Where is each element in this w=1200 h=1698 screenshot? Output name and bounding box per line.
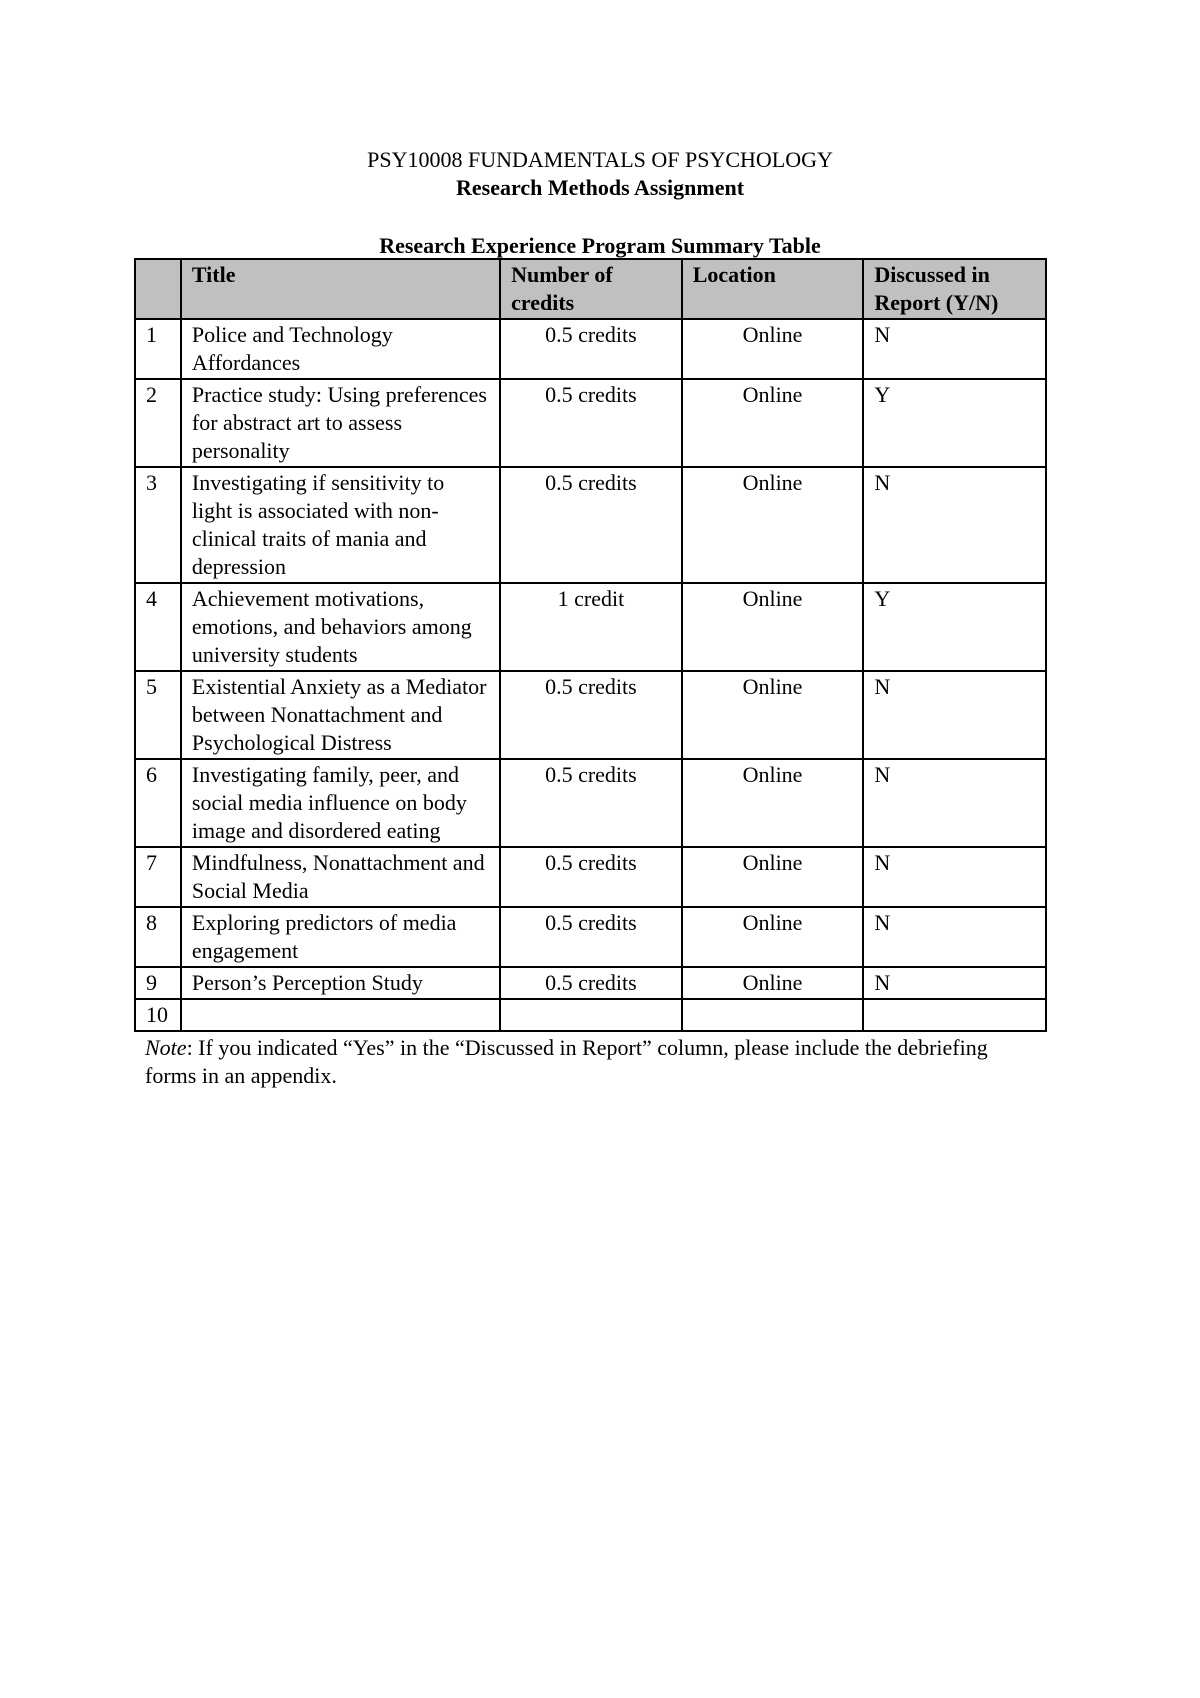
study-credits: 0.5 credits (500, 759, 682, 847)
table-row (135, 671, 1046, 759)
row-number: 7 (135, 847, 181, 907)
study-discussed: Y (863, 379, 1046, 467)
table-row (135, 467, 1046, 583)
summary-table (134, 258, 1047, 1032)
study-discussed: Y (863, 583, 1046, 671)
study-discussed: N (863, 967, 1046, 999)
table-row (135, 907, 1046, 967)
row-number: 3 (135, 467, 181, 583)
study-credits: 0.5 credits (500, 847, 682, 907)
row-number: 8 (135, 907, 181, 967)
header-credits: Number of credits (500, 259, 682, 319)
header-num (135, 259, 181, 319)
study-location: Online (682, 967, 864, 999)
study-location: Online (682, 467, 864, 583)
row-number: 10 (135, 999, 181, 1031)
study-title: Achievement motivations, emotions, and behaviors among university students (181, 583, 500, 671)
row-number: 2 (135, 379, 181, 467)
study-discussed: N (863, 847, 1046, 907)
table-title: Research Experience Program Summary Table (379, 233, 821, 258)
study-location: Online (682, 671, 864, 759)
table-row (135, 319, 1046, 379)
table-row (135, 583, 1046, 671)
study-discussed (863, 999, 1046, 1031)
study-title: Investigating if sensitivity to light is associated with non-clinical traits of mania and depression (181, 467, 500, 583)
study-discussed: N (863, 759, 1046, 847)
table-row (135, 847, 1046, 907)
document-header (0, 146, 1200, 202)
table-row (135, 967, 1046, 999)
study-credits: 0.5 credits (500, 967, 682, 999)
study-location: Online (682, 319, 864, 379)
study-title: Existential Anxiety as a Mediator between Nonattachment and Psychological Distress (181, 671, 500, 759)
row-number: 5 (135, 671, 181, 759)
study-title: Person’s Perception Study (181, 967, 500, 999)
table-row (135, 759, 1046, 847)
study-location: Online (682, 907, 864, 967)
header-title: Title (181, 259, 500, 319)
assignment-title: Research Methods Assignment (455, 175, 745, 200)
study-title: Investigating family, peer, and social media influence on body image and disordered eating (181, 759, 500, 847)
header-location: Location (682, 259, 864, 319)
study-credits: 0.5 credits (500, 671, 682, 759)
row-number: 6 (135, 759, 181, 847)
note-label: Note (145, 1035, 187, 1060)
study-credits (500, 999, 682, 1031)
study-location (682, 999, 864, 1031)
study-discussed: N (863, 319, 1046, 379)
study-location: Online (682, 847, 864, 907)
note-text: : If you indicated “Yes” in the “Discussed in Report” column, please include the debriefing forms in an appendix. (145, 1035, 988, 1088)
study-title: Police and Technology Affordances (181, 319, 500, 379)
study-title: Practice study: Using preferences for abstract art to assess personality (181, 379, 500, 467)
study-credits: 0.5 credits (500, 319, 682, 379)
study-location: Online (682, 379, 864, 467)
study-title (181, 999, 500, 1031)
course-title: PSY10008 FUNDAMENTALS OF PSYCHOLOGY (367, 147, 833, 172)
header-discussed: Discussed in Report (Y/N) (863, 259, 1046, 319)
study-location: Online (682, 583, 864, 671)
study-credits: 0.5 credits (500, 907, 682, 967)
table-row (135, 379, 1046, 467)
row-number: 1 (135, 319, 181, 379)
table-header-row (135, 259, 1046, 319)
study-discussed: N (863, 671, 1046, 759)
study-credits: 0.5 credits (500, 467, 682, 583)
study-location: Online (682, 759, 864, 847)
row-number: 4 (135, 583, 181, 671)
table-note (145, 1034, 1025, 1090)
study-title: Exploring predictors of media engagement (181, 907, 500, 967)
table-row (135, 999, 1046, 1031)
study-discussed: N (863, 467, 1046, 583)
row-number: 9 (135, 967, 181, 999)
study-credits: 1 credit (500, 583, 682, 671)
study-credits: 0.5 credits (500, 379, 682, 467)
study-title: Mindfulness, Nonattachment and Social Media (181, 847, 500, 907)
study-discussed: N (863, 907, 1046, 967)
